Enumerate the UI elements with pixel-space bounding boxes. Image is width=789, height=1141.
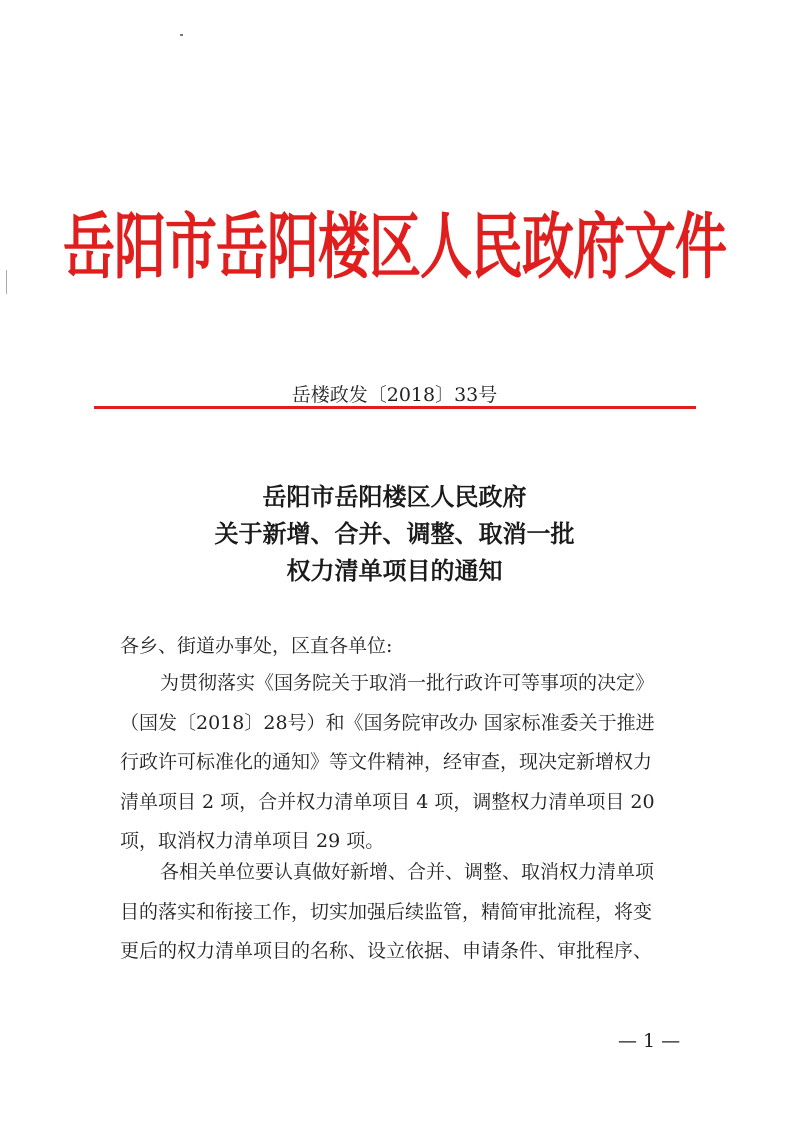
salutation: 各乡、街道办事处，区直各单位: bbox=[120, 635, 393, 657]
body-paragraph-1 bbox=[120, 664, 700, 862]
paragraph-2-line-2: 目的落实和衔接工作，切实加强后续监管，精简审批流程，将变 bbox=[120, 900, 653, 923]
paragraph-2-line-1: 各相关单位要认真做好新增、合并、调整、取消权力清单项 bbox=[160, 861, 655, 883]
paragraph-1-line-1: 为贯彻落实《国务院关于取消一批行政许可等事项的决定》 bbox=[160, 672, 655, 694]
document-header-title: 岳阳市岳阳楼区人民政府文件 bbox=[62, 205, 726, 290]
document-number: 岳楼政发〔2018〕33号 bbox=[291, 384, 498, 406]
paragraph-1-line-2: （国发〔2018〕28号）和《国务院审改办 国家标准委关于推进 bbox=[120, 711, 655, 734]
notice-title-line-1: 岳阳市岳阳楼区人民政府 bbox=[262, 482, 527, 511]
paragraph-2-line-3: 更后的权力清单项目的名称、设立依据、申请条件、审批程序、 bbox=[120, 940, 653, 962]
notice-title bbox=[0, 478, 789, 589]
red-separator-line bbox=[94, 406, 696, 409]
paragraph-1-line-4: 清单项目 2 项，合并权力清单项目 4 项，调整权力清单项目 20 bbox=[120, 790, 655, 813]
notice-title-line-3: 权力清单项目的通知 bbox=[286, 556, 503, 585]
paragraph-1-line-3: 行政许可标准化的通知》等文件精神，经审查，现决定新增权力 bbox=[120, 751, 653, 773]
notice-title-line-2: 关于新增、合并、调整、取消一批 bbox=[214, 519, 575, 548]
body-paragraph-2 bbox=[120, 853, 700, 972]
scan-speck bbox=[180, 34, 183, 36]
paragraph-1-line-5: 项，取消权力清单项目 29 项。 bbox=[120, 830, 385, 852]
page-number: — 1 — bbox=[618, 1030, 681, 1052]
